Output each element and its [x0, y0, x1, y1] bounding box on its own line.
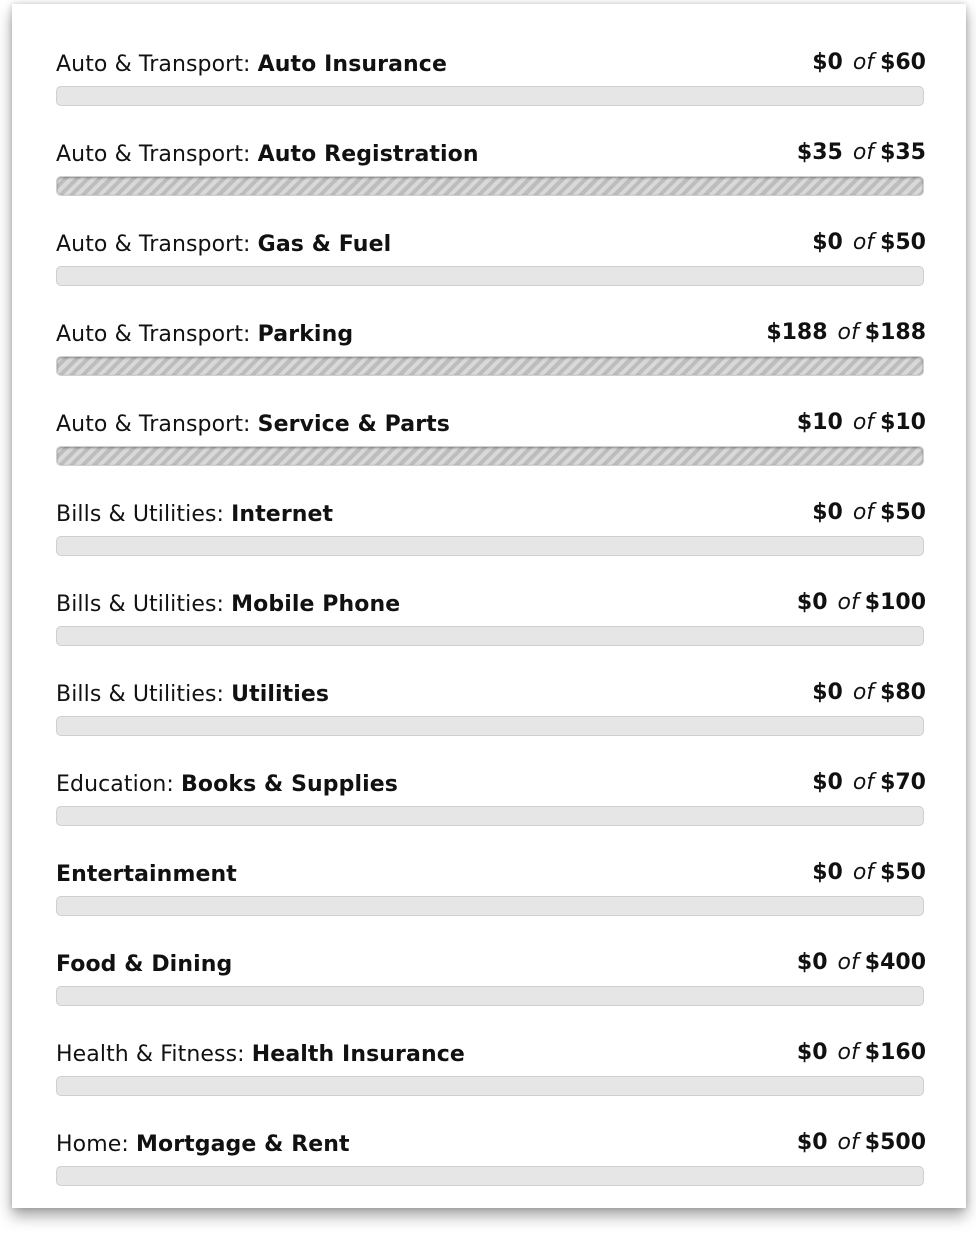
budget-row[interactable] [56, 914, 926, 1004]
progress-bar [56, 1076, 924, 1096]
category-name: Home: [56, 1132, 129, 1157]
budget-sheet [12, 4, 966, 1208]
category-name: Auto & Transport: [56, 322, 251, 347]
category-name: Auto & Transport: [56, 412, 251, 437]
of-separator: of [852, 410, 875, 435]
of-separator: of [837, 1040, 859, 1065]
budget-total: $50 [880, 860, 926, 885]
subcategory-name: Entertainment [56, 862, 237, 887]
progress-fill [57, 177, 923, 195]
progress-bar [56, 536, 924, 556]
progress-bar [56, 1166, 924, 1186]
of-separator: of [852, 860, 875, 885]
progress-fill [57, 357, 923, 375]
budget-row[interactable] [56, 644, 926, 734]
category-name: Bills & Utilities: [56, 592, 225, 617]
progress-fill [57, 447, 923, 465]
budget-label [56, 412, 450, 437]
progress-bar [56, 86, 924, 106]
category-name: Auto & Transport: [56, 142, 251, 167]
budget-row[interactable] [56, 104, 926, 194]
budget-amount [797, 950, 926, 975]
budget-amount [766, 320, 926, 345]
progress-bar [56, 266, 924, 286]
budget-amount [797, 140, 926, 165]
subcategory-name: Gas & Fuel [257, 232, 392, 257]
budget-row[interactable] [56, 464, 926, 554]
budget-amount [812, 770, 926, 795]
budget-label [56, 142, 479, 167]
subcategory-name: Utilities [231, 682, 330, 707]
budget-row[interactable] [56, 824, 926, 914]
budget-row[interactable] [56, 1004, 926, 1094]
subcategory-name: Auto Insurance [257, 52, 447, 77]
of-separator: of [852, 140, 875, 165]
subcategory-name: Mortgage & Rent [135, 1132, 350, 1157]
spent-amount: $0 [812, 680, 843, 705]
budget-label [56, 232, 391, 257]
budget-total: $80 [880, 680, 926, 705]
progress-bar [56, 626, 924, 646]
category-name: Bills & Utilities: [56, 502, 225, 527]
category-name: Auto & Transport: [56, 52, 251, 77]
subcategory-name: Internet [231, 502, 334, 527]
budget-total: $400 [864, 950, 926, 975]
budget-amount [812, 860, 926, 885]
budget-label [56, 1132, 350, 1157]
budget-amount [812, 680, 926, 705]
budget-total: $160 [864, 1040, 926, 1065]
budget-row[interactable] [56, 14, 926, 104]
budget-amount [812, 500, 926, 525]
budget-total: $10 [880, 410, 926, 435]
progress-bar [56, 716, 924, 736]
budget-label [56, 502, 333, 527]
subcategory-name: Service & Parts [257, 412, 450, 437]
budget-label [56, 772, 398, 797]
spent-amount: $0 [812, 500, 843, 525]
category-name: Bills & Utilities: [56, 682, 225, 707]
budget-row[interactable] [56, 1094, 926, 1184]
spent-amount: $10 [796, 410, 843, 435]
of-separator: of [852, 230, 875, 255]
budget-row[interactable] [56, 554, 926, 644]
budget-label [56, 952, 232, 977]
spent-amount: $0 [796, 1130, 828, 1155]
of-separator: of [837, 590, 859, 615]
of-separator: of [852, 680, 875, 705]
spent-amount: $0 [812, 50, 843, 75]
category-name: Auto & Transport: [56, 232, 251, 257]
progress-bar [56, 446, 924, 466]
spent-amount: $188 [766, 320, 828, 345]
subcategory-name: Books & Supplies [181, 772, 398, 797]
budget-total: $50 [880, 500, 926, 525]
budget-label [56, 592, 400, 617]
budget-amount [797, 1130, 926, 1155]
spent-amount: $0 [812, 770, 843, 795]
progress-bar [56, 806, 924, 826]
budget-total: $60 [880, 50, 926, 75]
budget-amount [812, 230, 926, 255]
progress-bar [56, 986, 924, 1006]
budget-row[interactable] [56, 284, 926, 374]
progress-bar [56, 176, 924, 196]
spent-amount: $0 [796, 1040, 828, 1065]
budget-total: $35 [880, 140, 926, 165]
budget-amount [797, 1040, 926, 1065]
budget-total: $500 [864, 1130, 926, 1155]
budget-amount [797, 410, 926, 435]
budget-label [56, 1042, 465, 1067]
category-name: Education: [56, 772, 174, 797]
spent-amount: $0 [796, 590, 828, 615]
of-separator: of [837, 1130, 859, 1155]
budget-row[interactable] [56, 194, 926, 284]
budget-total: $50 [880, 230, 926, 255]
spent-amount: $0 [796, 950, 828, 975]
subcategory-name: Health Insurance [251, 1042, 465, 1067]
spent-amount: $0 [812, 860, 843, 885]
budget-row[interactable] [56, 734, 926, 824]
category-name: Health & Fitness: [56, 1042, 245, 1067]
budget-total: $100 [864, 590, 926, 615]
of-separator: of [837, 320, 859, 345]
subcategory-name: Auto Registration [257, 142, 479, 167]
subcategory-name: Food & Dining [56, 952, 233, 977]
budget-amount [812, 50, 926, 75]
budget-total: $188 [864, 320, 926, 345]
of-separator: of [837, 950, 859, 975]
budget-label [56, 322, 353, 347]
budget-label [56, 862, 237, 887]
budget-total: $70 [880, 770, 926, 795]
of-separator: of [852, 50, 875, 75]
subcategory-name: Mobile Phone [231, 592, 401, 617]
of-separator: of [852, 770, 875, 795]
progress-bar [56, 896, 924, 916]
budget-label [56, 682, 329, 707]
progress-bar [56, 356, 924, 376]
budget-label [56, 52, 447, 77]
spent-amount: $35 [796, 140, 843, 165]
budget-row[interactable] [56, 374, 926, 464]
of-separator: of [852, 500, 875, 525]
budget-amount [797, 590, 926, 615]
subcategory-name: Parking [257, 322, 354, 347]
spent-amount: $0 [812, 230, 843, 255]
